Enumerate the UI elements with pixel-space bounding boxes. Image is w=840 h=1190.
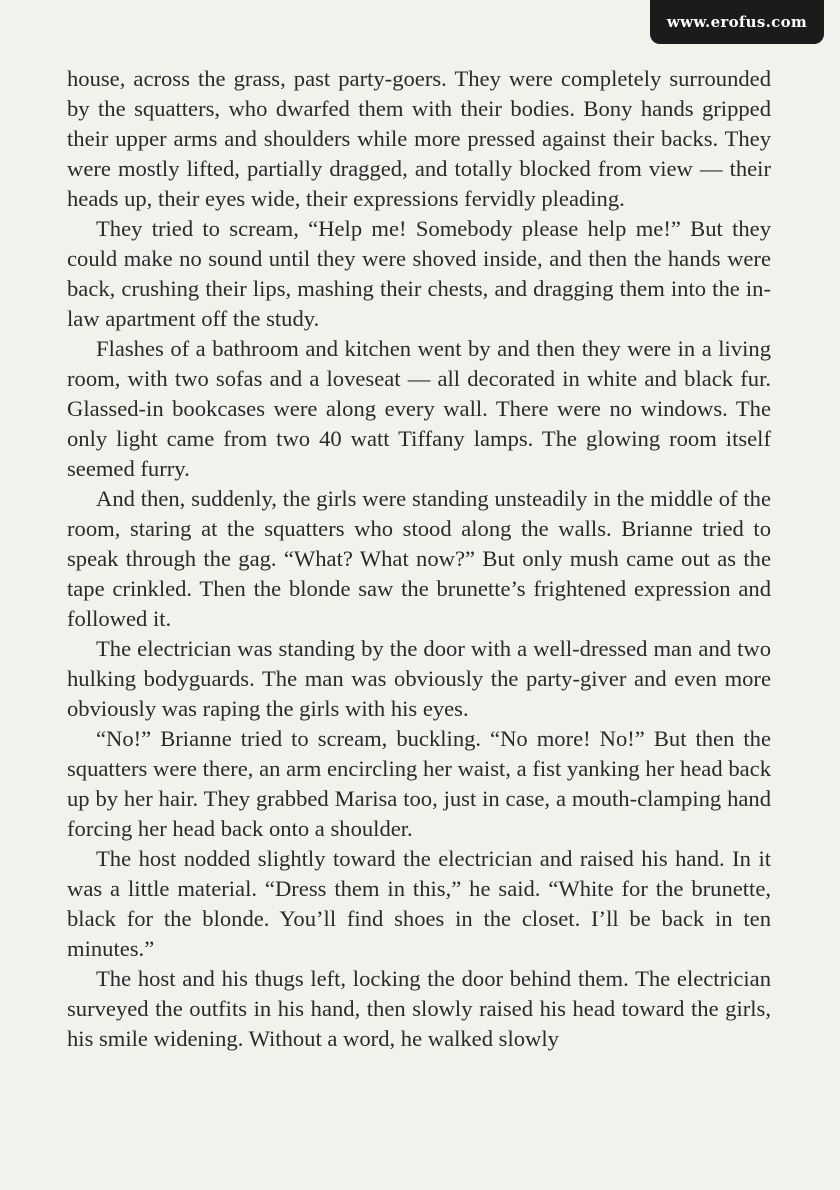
- paragraph-1: house, across the grass, past party-goers. They were completely surrounded by the squatters, who dwarfed them with their bodies. Bony hands gripped their upper arms and shoulders while more pressed against their backs. They were mostly lifted, partially dragged, and totally blocked from view — their heads up, their eyes wide, their expressions fervidly pleading.: [67, 66, 771, 211]
- paragraph-5: The electrician was standing by the door with a well-dressed man and two hulking bodyguards. The man was obviously the party-giver and even more obviously was raping the girls with his eyes.: [67, 636, 771, 721]
- paragraph-8: The host and his thugs left, locking the door behind them. The electrician surveyed the outfits in his hand, then slowly raised his head toward the girls, his smile widening. Without a word, he walked slowly: [67, 966, 771, 1051]
- paragraph-7: The host nodded slightly toward the electrician and raised his hand. In it was a little material. “Dress them in this,” he said. “White for the brunette, black for the blonde. You’ll find shoes in the closet. I’ll be back in ten minutes.”: [67, 846, 771, 961]
- paragraph-2: They tried to scream, “Help me! Somebody please help me!” But they could make no sound until they were shoved inside, and then the hands were back, crushing their lips, mashing their chests, and dragging them into the in-law apartment off the study.: [67, 216, 771, 331]
- story-text: [67, 64, 771, 1054]
- paragraph-4: And then, suddenly, the girls were standing unsteadily in the middle of the room, staring at the squatters who stood along the walls. Brianne tried to speak through the gag. “What? What now?” But only mush came out as the tape crinkled. Then the blonde saw the brunette’s frightened expression and followed it.: [67, 486, 771, 631]
- watermark-logo[interactable]: www.erofus.com: [650, 0, 824, 44]
- paragraph-3: Flashes of a bathroom and kitchen went by and then they were in a living room, with two sofas and a loveseat — all decorated in white and black fur. Glassed-in bookcases were along every wall. There were no windows. The only light came from two 40 watt Tiffany lamps. The glowing room itself seemed furry.: [67, 336, 771, 481]
- paragraph-6: “No!” Brianne tried to scream, buckling. “No more! No!” But then the squatters were there, an arm encircling her waist, a fist yanking her head back up by her hair. They grabbed Marisa too, just in case, a mouth-clamping hand forcing her head back onto a shoulder.: [67, 726, 771, 841]
